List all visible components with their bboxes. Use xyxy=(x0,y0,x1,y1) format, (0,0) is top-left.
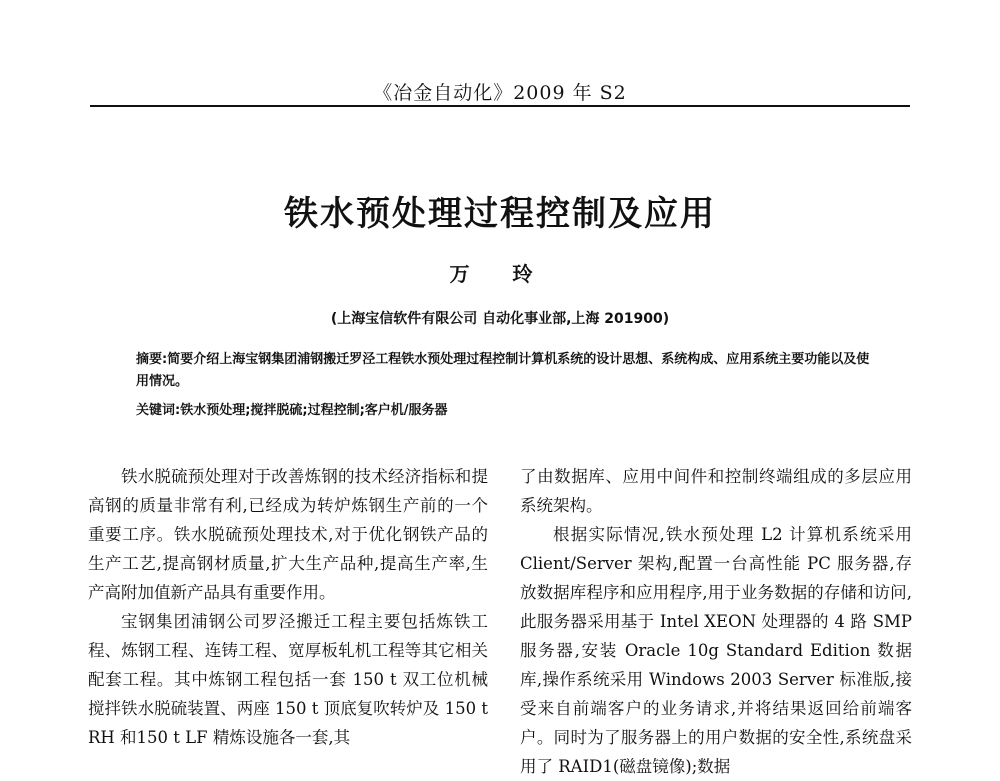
affiliation: (上海宝信软件有限公司 自动化事业部,上海 201900) xyxy=(330,311,670,327)
keywords-text: 铁水预处理;搅拌脱硫;过程控制;客户机/服务器 xyxy=(180,403,448,418)
abstract-text: 简要介绍上海宝钢集团浦钢搬迁罗泾工程铁水预处理过程控制计算机系统的设计思想、系统构成、应用系统主要功能以及使用情况。 xyxy=(136,352,870,389)
abstract-label: 摘要: xyxy=(136,352,168,367)
keywords xyxy=(136,400,871,422)
body-column-right xyxy=(520,462,912,781)
body-paragraph: 铁水脱硫预处理对于改善炼钢的技术经济指标和提高钢的质量非常有利,已经成为转炉炼钢生产前的一个重要工序。铁水脱硫预处理技术,对于优化钢铁产品的生产工艺,提高钢材质量,扩大生产品种,提高生产率,生产高附加值新产品具有重要作用。 xyxy=(88,467,488,602)
body-paragraph: 了由数据库、应用中间件和控制终端组成的多层应用系统架构。 xyxy=(520,467,912,515)
header-rule xyxy=(90,105,910,107)
author: 万 玲 xyxy=(449,262,551,286)
paper-title: 铁水预处理过程控制及应用 xyxy=(284,194,716,234)
body-paragraph: 根据实际情况,铁水预处理 L2 计算机系统采用 Client/Server 架构,配置一台高性能 PC 服务器,存放数据库程序和应用程序,用于业务数据的存储和访问,此服务器采用基于 Intel XEON 处理器的 4 路 SMP 服务器,安装 Oracle 10g Standard Edition 数据库,操作系统采用 Windows 2003 Server 标准版,接受来自前端客户的业务请求,并将结果返回给前端客户。同时为了服务器上的用户数据的安全性,系统盘采用了 RAID1(磁盘镜像);数据 xyxy=(520,525,912,776)
body-paragraph: 宝钢集团浦钢公司罗泾搬迁工程主要包括炼铁工程、炼钢工程、连铸工程、宽厚板轧机工程等其它相关配套工程。其中炼钢工程包括一套 150 t 双工位机械搅拌铁水脱硫装置、两座 150 t 顶底复吹转炉及 150 t RH 和150 t LF 精炼设施各一套,其 xyxy=(88,612,488,747)
keywords-label: 关键词: xyxy=(136,403,181,418)
body-column-left xyxy=(88,462,488,752)
journal-header: 《冶金自动化》2009 年 S2 xyxy=(373,82,627,104)
abstract xyxy=(136,349,871,393)
